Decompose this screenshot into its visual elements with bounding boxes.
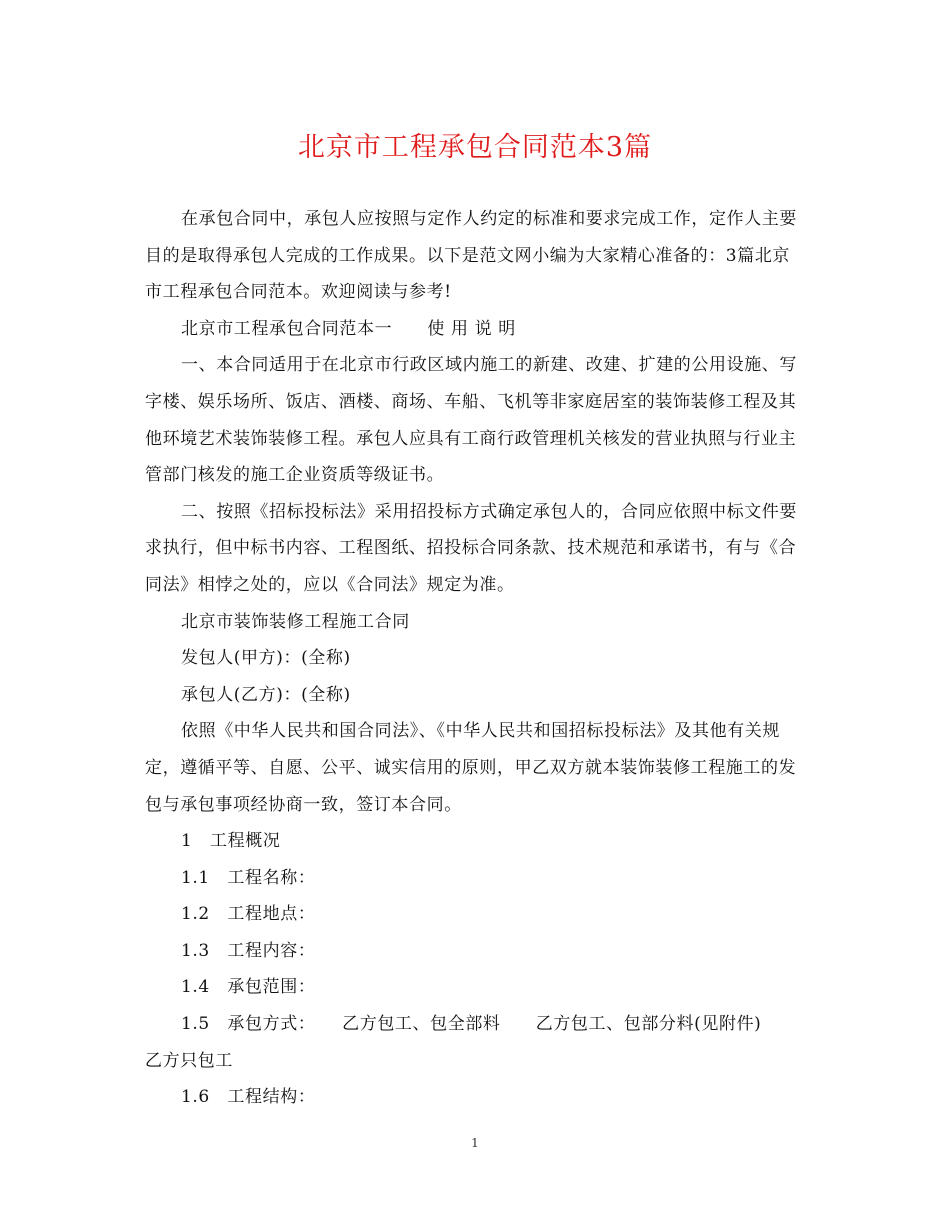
party-b-line: 承包人(乙方)：(全称) [181,684,351,705]
page-number: 1 [471,1136,479,1150]
intro-paragraph: 在承包合同中，承包人应按照与定作人约定的标准和要求完成工作，定作人主要目的是取得承包人完成的工作成果。以下是范文网小编为大家精心准备的：3篇北京市工程承包合同范本。欢迎阅读与参考! [145,209,797,303]
item-1-5: 1.5 承包方式： 乙方包工、包全部料 乙方包工、包部分料(见附件) 乙方只包工 [145,1014,797,1071]
item-1-1: 1.1 工程名称： [181,867,316,888]
basis-paragraph: 依照《中华人民共和国合同法》、《中华人民共和国招标投标法》及其他有关规定，遵循平等、自愿、公平、诚实信用的原则，甲乙双方就本装饰装修工程施工的发包与承包事项经协商一致，签订本合同。 [145,721,797,815]
item-1-4: 1.4 承包范围： [181,977,316,998]
clause-two-paragraph: 二、按照《招标投标法》采用招投标方式确定承包人的，合同应依照中标文件要求执行，但中标书内容、工程图纸、招投标合同条款、技术规范和承诺书，有与《合同法》相悖之处的，应以《合同法》规定为准。 [145,501,797,595]
contract-heading-line: 北京市工程承包合同范本一 使 用 说 明 [181,318,516,339]
item-1-3: 1.3 工程内容： [181,940,316,961]
item-1-6: 1.6 工程结构： [181,1087,316,1108]
section-1-heading: 1 工程概况 [181,831,281,852]
contract-name-line: 北京市装饰装修工程施工合同 [181,611,410,632]
item-1-2: 1.2 工程地点： [181,904,316,925]
document-title: 北京市工程承包合同范本3篇 [297,132,653,163]
party-a-line: 发包人(甲方)：(全称) [181,648,351,669]
clause-one-paragraph: 一、本合同适用于在北京市行政区域内施工的新建、改建、扩建的公用设施、写字楼、娱乐场所、饭店、酒楼、商场、车船、飞机等非家庭居室的装饰装修工程及其他环境艺术装饰装修工程。承包人应具有工商行政管理机关核发的营业执照与行业主管部门核发的施工企业资质等级证书。 [145,355,797,486]
document-body [145,201,805,1116]
